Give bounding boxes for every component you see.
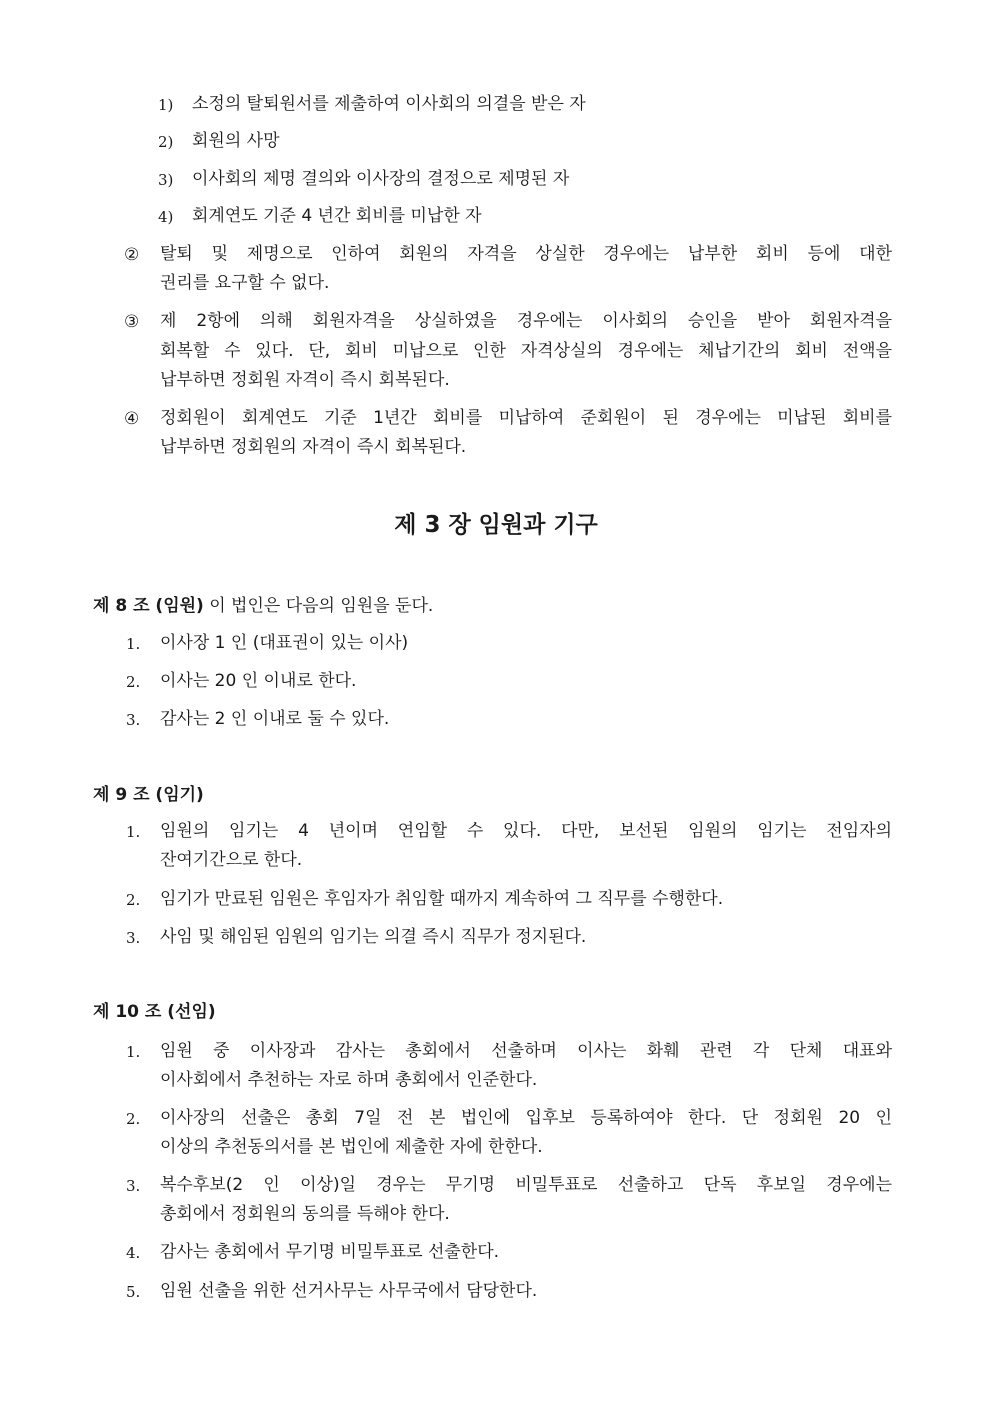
list-number: 1) — [158, 96, 174, 114]
article-heading: 제 10 조 (선임) — [93, 1002, 216, 1022]
clause-line: 제 2항에 의해 회원자격을 상실하였을 경우에는 이사회의 승인을 받아 회원자격을 — [160, 311, 892, 331]
list-number: 1. — [126, 823, 141, 841]
list-number: 3. — [126, 711, 141, 729]
article-heading-title: 제 8 조 (임원) — [93, 596, 204, 616]
list-item-line: 사임 및 해임된 임원의 임기는 의결 즉시 직무가 정지된다. — [160, 927, 587, 947]
clause-line: 납부하면 정회원의 자격이 즉시 회복된다. — [160, 437, 467, 457]
list-item-line: 복수후보(2 인 이상)일 경우는 무기명 비밀투표로 선출하고 단독 후보일 경우에는 — [160, 1175, 892, 1195]
clause-line: 권리를 요구할 수 없다. — [160, 273, 330, 293]
list-item-line: 임원 선출을 위한 선거사무는 사무국에서 담당한다. — [160, 1281, 538, 1301]
chapter-title: 제 3 장 임원과 기구 — [394, 512, 598, 538]
clause-mark: ② — [124, 245, 140, 265]
list-item-line: 임기가 만료된 임원은 후임자가 취임할 때까지 계속하여 그 직무를 수행한다. — [160, 889, 724, 909]
list-item-line: 잔여기간으로 한다. — [160, 850, 303, 870]
article-heading: 제 9 조 (임기) — [93, 785, 204, 805]
list-number: 4) — [158, 208, 174, 226]
list-number: 3. — [126, 929, 141, 947]
clause-line: 정회원이 회계연도 기준 1년간 회비를 미납하여 준회원이 된 경우에는 미납된 회비를 — [160, 408, 892, 428]
list-item: 회계연도 기준 4 년간 회비를 미납한 자 — [192, 206, 482, 226]
list-item: 감사는 2 인 이내로 둘 수 있다. — [160, 709, 390, 729]
clause-line: 회복할 수 있다. 단, 회비 미납으로 인한 자격상실의 경우에는 체납기간의 회비 전액을 — [160, 341, 892, 361]
clause-line: 탈퇴 및 제명으로 인하여 회원의 자격을 상실한 경우에는 납부한 회비 등에 대한 — [160, 244, 892, 264]
list-item: 이사장 1 인 (대표권이 있는 이사) — [160, 633, 409, 653]
list-number: 2. — [126, 1110, 141, 1128]
list-item-line: 임원의 임기는 4 년이며 연임할 수 있다. 다만, 보선된 임원의 임기는 전임자의 — [160, 821, 892, 841]
list-item: 소정의 탈퇴원서를 제출하여 이사회의 의결을 받은 자 — [192, 94, 586, 114]
list-item-line: 이상의 추천동의서를 본 법인에 제출한 자에 한한다. — [160, 1137, 543, 1157]
list-item: 회원의 사망 — [192, 131, 280, 151]
article-heading-text: 이 법인은 다음의 임원을 둔다. — [203, 596, 434, 616]
article-heading — [93, 596, 433, 616]
clause-line: 납부하면 정회원 자격이 즉시 회복된다. — [160, 370, 450, 390]
list-item-line: 총회에서 정회원의 동의를 득해야 한다. — [160, 1204, 450, 1224]
list-number: 3) — [158, 171, 174, 189]
list-number: 3. — [126, 1177, 141, 1195]
list-item-line: 임원 중 이사장과 감사는 총회에서 선출하며 이사는 화훼 관련 각 단체 대표와 — [160, 1041, 892, 1061]
list-item-line: 이사장의 선출은 총회 7일 전 본 법인에 입후보 등록하여야 한다. 단 정회원 20 인 — [160, 1108, 892, 1128]
list-number: 2. — [126, 891, 141, 909]
list-number: 4. — [126, 1244, 141, 1262]
list-number: 5. — [126, 1283, 141, 1301]
list-item: 이사는 20 인 이내로 한다. — [160, 671, 357, 691]
list-number: 1. — [126, 1043, 141, 1061]
list-number: 2. — [126, 673, 141, 691]
list-number: 1. — [126, 635, 141, 653]
list-item-line: 이사회에서 추천하는 자로 하며 총회에서 인준한다. — [160, 1070, 538, 1090]
list-number: 2) — [158, 133, 174, 151]
list-item-line: 감사는 총회에서 무기명 비밀투표로 선출한다. — [160, 1242, 500, 1262]
list-item: 이사회의 제명 결의와 이사장의 결정으로 제명된 자 — [192, 169, 570, 189]
clause-mark: ④ — [124, 409, 140, 429]
clause-mark: ③ — [124, 312, 140, 332]
